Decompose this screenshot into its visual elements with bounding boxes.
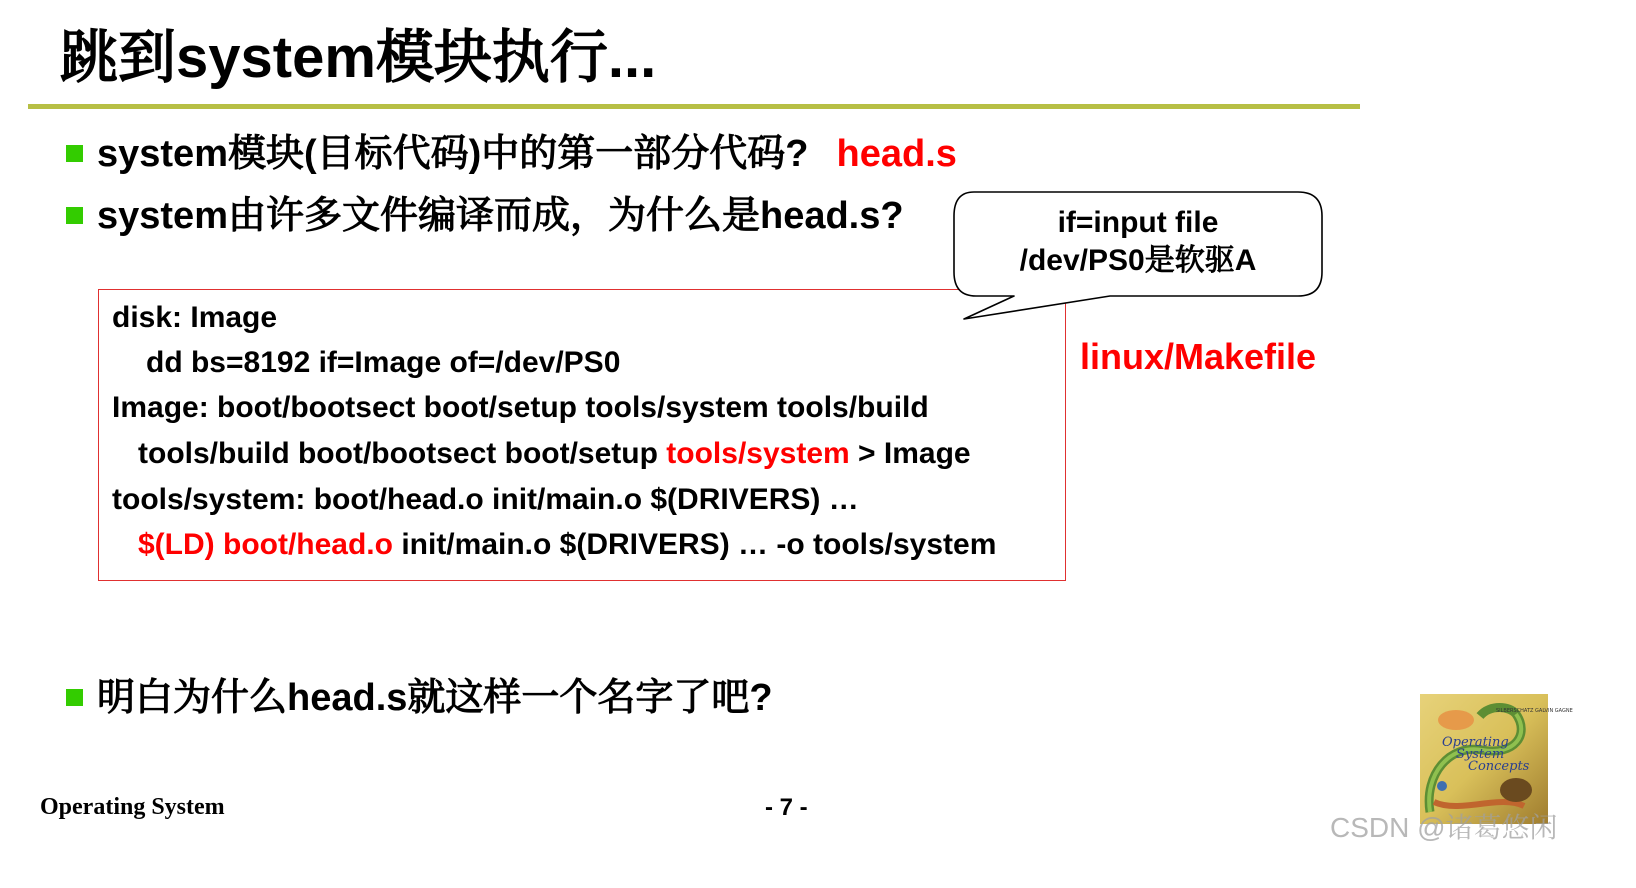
book-cover-image (1420, 694, 1573, 824)
code-highlight: tools/system (666, 437, 850, 470)
code-highlight: $(LD) boot/head.o (138, 528, 393, 561)
title-underline (28, 104, 1360, 109)
code-line-4 (138, 434, 971, 474)
code-line-6 (138, 525, 996, 565)
code-text: tools/build boot/bootsect boot/setup (138, 437, 667, 470)
csdn-watermark: CSDN @诸葛悠闲 (1330, 812, 1558, 843)
bullet-answer: head.s (836, 133, 957, 175)
bullet-square-icon (66, 145, 83, 162)
callout-line-1: if=input file (1057, 206, 1219, 239)
book-title-line-1: Operating (1442, 735, 1509, 750)
bullet-text: system模块(目标代码)中的第一部分代码? (97, 133, 809, 175)
code-text: > Image (849, 437, 971, 470)
slide-title: 跳到system模块执行... (60, 25, 657, 90)
code-line-1: disk: Image (112, 301, 278, 334)
footer-course-name: Operating System (40, 794, 225, 820)
callout-line-2: /dev/PS0是软驱A (1019, 244, 1257, 277)
code-line-5: tools/system: boot/head.o init/main.o $(DRIVERS) … (112, 483, 859, 516)
bullet-item-conclusion (66, 674, 773, 722)
bullet-text: system由许多文件编译而成，为什么是head.s? (97, 195, 904, 237)
book-authors: SILBERSCHATZ GALVIN GAGNE (1496, 708, 1573, 714)
book-title-line-3: Concepts (1468, 759, 1530, 774)
bullet-square-icon (66, 689, 83, 706)
bullet-square-icon (66, 207, 83, 224)
bullet-item-why-head (66, 192, 904, 240)
bullet-text: 明白为什么head.s就这样一个名字了吧? (97, 677, 773, 719)
book-title-line-2: System (1456, 747, 1505, 762)
code-line-2: dd bs=8192 if=Image of=/dev/PS0 (146, 346, 621, 379)
footer-page-number: - 7 - (765, 794, 808, 821)
code-line-3: Image: boot/bootsect boot/setup tools/system tools/build (112, 391, 929, 424)
code-text: init/main.o $(DRIVERS) … -o tools/system (392, 528, 997, 561)
makefile-label: linux/Makefile (1080, 336, 1317, 377)
bullet-item-first-code (66, 130, 957, 178)
